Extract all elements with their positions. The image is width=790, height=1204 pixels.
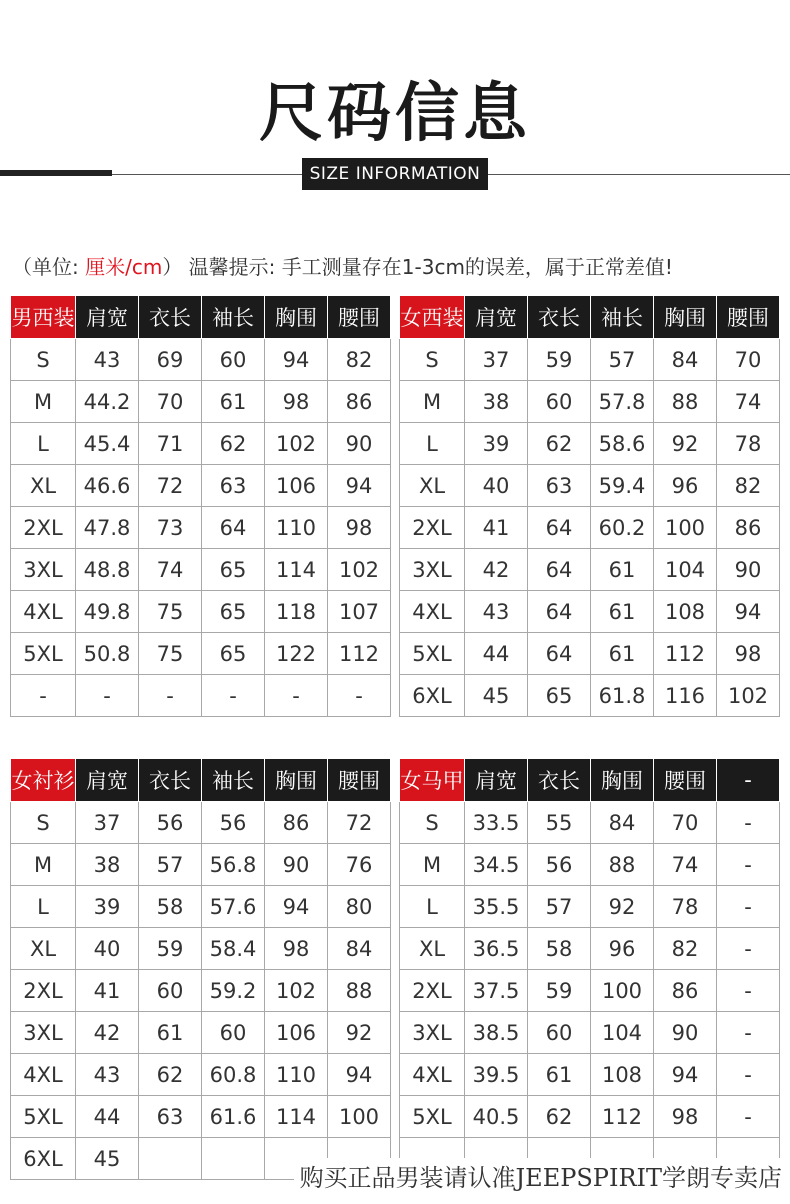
measurement-cell: 108 bbox=[654, 591, 717, 633]
measurement-cell: 90 bbox=[328, 423, 391, 465]
footer-store-note: 购买正品男装请认准JEEPSPIRIT学朗专卖店 bbox=[294, 1158, 782, 1193]
measurement-cell: 110 bbox=[265, 1054, 328, 1096]
measurement-cell: 58.4 bbox=[202, 928, 265, 970]
table-row bbox=[400, 1012, 780, 1054]
measurement-cell: 64 bbox=[202, 507, 265, 549]
table-row bbox=[11, 633, 391, 675]
measurement-cell: 63 bbox=[202, 465, 265, 507]
measurement-cell: 88 bbox=[591, 844, 654, 886]
unit-notice-open: （单位: bbox=[12, 255, 86, 279]
table-row bbox=[400, 549, 780, 591]
size-label-cell: 4XL bbox=[11, 591, 76, 633]
table-header-row bbox=[400, 296, 780, 339]
size-label-cell: 4XL bbox=[400, 1054, 465, 1096]
table-row bbox=[11, 507, 391, 549]
measurement-cell: 94 bbox=[265, 339, 328, 381]
size-label-cell: 5XL bbox=[11, 1096, 76, 1138]
measurement-cell: 75 bbox=[139, 633, 202, 675]
measurement-cell: - bbox=[717, 802, 780, 844]
measurement-cell: 100 bbox=[591, 970, 654, 1012]
measurement-cell: 47.8 bbox=[76, 507, 139, 549]
measurement-cell bbox=[202, 1138, 265, 1180]
measurement-cell: - bbox=[717, 1054, 780, 1096]
measurement-cell: 59.4 bbox=[591, 465, 654, 507]
size-label-cell: L bbox=[400, 886, 465, 928]
measurement-cell: 57.8 bbox=[591, 381, 654, 423]
table-row bbox=[400, 591, 780, 633]
measurement-cell: 62 bbox=[202, 423, 265, 465]
measurement-cell: 94 bbox=[328, 1054, 391, 1096]
measurement-cell: 35.5 bbox=[465, 886, 528, 928]
measurement-cell: 98 bbox=[265, 381, 328, 423]
measurement-cell: 86 bbox=[265, 802, 328, 844]
size-label-cell: M bbox=[11, 844, 76, 886]
measurement-cell: 80 bbox=[328, 886, 391, 928]
measurement-cell: 104 bbox=[591, 1012, 654, 1054]
measurement-cell: 56 bbox=[202, 802, 265, 844]
measurement-cell: 61 bbox=[202, 381, 265, 423]
measurement-cell: 94 bbox=[328, 465, 391, 507]
size-label-cell: 6XL bbox=[400, 675, 465, 717]
measurement-cell: 82 bbox=[328, 339, 391, 381]
measurement-cell: 37 bbox=[76, 802, 139, 844]
table-row bbox=[11, 844, 391, 886]
category-header: 男西装 bbox=[11, 296, 76, 339]
table-row bbox=[11, 1096, 391, 1138]
measurement-cell: 98 bbox=[328, 507, 391, 549]
measurement-cell: 39 bbox=[76, 886, 139, 928]
measurement-cell: 102 bbox=[265, 970, 328, 1012]
header-divider-line-right bbox=[488, 174, 790, 175]
size-label-cell: 4XL bbox=[400, 591, 465, 633]
measurement-cell: - bbox=[717, 1012, 780, 1054]
column-header: 腰围 bbox=[654, 759, 717, 802]
size-label-cell: 3XL bbox=[11, 1012, 76, 1054]
table-row bbox=[400, 507, 780, 549]
measurement-cell: 42 bbox=[76, 1012, 139, 1054]
measurement-cell: 63 bbox=[139, 1096, 202, 1138]
womens-shirt-size-table bbox=[10, 758, 391, 1180]
measurement-cell: 64 bbox=[528, 549, 591, 591]
measurement-cell: 38 bbox=[465, 381, 528, 423]
measurement-cell: 102 bbox=[328, 549, 391, 591]
measurement-cell: 49.8 bbox=[76, 591, 139, 633]
measurement-cell: 40 bbox=[76, 928, 139, 970]
measurement-cell: 84 bbox=[591, 802, 654, 844]
measurement-cell: 38.5 bbox=[465, 1012, 528, 1054]
measurement-cell: 104 bbox=[654, 549, 717, 591]
measurement-cell: 50.8 bbox=[76, 633, 139, 675]
measurement-cell: - bbox=[202, 675, 265, 717]
measurement-cell: 78 bbox=[717, 423, 780, 465]
measurement-cell: 61 bbox=[139, 1012, 202, 1054]
measurement-cell: 88 bbox=[654, 381, 717, 423]
measurement-cell: - bbox=[265, 675, 328, 717]
size-label-cell: XL bbox=[11, 928, 76, 970]
measurement-cell: 90 bbox=[265, 844, 328, 886]
table-header-row bbox=[11, 296, 391, 339]
measurement-cell: 94 bbox=[717, 591, 780, 633]
column-header: 胸围 bbox=[265, 759, 328, 802]
size-label-cell: 2XL bbox=[11, 970, 76, 1012]
measurement-cell: 92 bbox=[328, 1012, 391, 1054]
measurement-cell: 45.4 bbox=[76, 423, 139, 465]
size-label-cell: 2XL bbox=[11, 507, 76, 549]
measurement-cell: 63 bbox=[528, 465, 591, 507]
measurement-cell: 65 bbox=[202, 591, 265, 633]
measurement-cell: 65 bbox=[202, 549, 265, 591]
measurement-cell: 106 bbox=[265, 465, 328, 507]
size-label-cell: S bbox=[400, 339, 465, 381]
table-row bbox=[11, 970, 391, 1012]
measurement-cell: 76 bbox=[328, 844, 391, 886]
size-information-badge: SIZE INFORMATION bbox=[302, 158, 488, 190]
header-divider-bar bbox=[0, 170, 112, 176]
column-header: 腰围 bbox=[328, 759, 391, 802]
measurement-cell: 102 bbox=[265, 423, 328, 465]
size-label-cell: M bbox=[11, 381, 76, 423]
mens-suit-size-table bbox=[10, 295, 391, 717]
size-label-cell: 3XL bbox=[400, 1012, 465, 1054]
table-header-row bbox=[400, 759, 780, 802]
measurement-cell: 58.6 bbox=[591, 423, 654, 465]
table-row bbox=[11, 591, 391, 633]
measurement-cell: - bbox=[328, 675, 391, 717]
measurement-cell: 73 bbox=[139, 507, 202, 549]
measurement-cell: 40.5 bbox=[465, 1096, 528, 1138]
measurement-cell: 34.5 bbox=[465, 844, 528, 886]
measurement-cell: 46.6 bbox=[76, 465, 139, 507]
measurement-cell: 65 bbox=[202, 633, 265, 675]
measurement-cell: 88 bbox=[328, 970, 391, 1012]
measurement-cell: 42 bbox=[465, 549, 528, 591]
measurement-cell: 56.8 bbox=[202, 844, 265, 886]
size-label-cell: S bbox=[400, 802, 465, 844]
table-row bbox=[11, 549, 391, 591]
measurement-cell: 96 bbox=[654, 465, 717, 507]
table-row bbox=[11, 675, 391, 717]
size-label-cell: S bbox=[11, 339, 76, 381]
column-header: 腰围 bbox=[328, 296, 391, 339]
table-row bbox=[400, 675, 780, 717]
measurement-cell: 41 bbox=[76, 970, 139, 1012]
table-row bbox=[11, 381, 391, 423]
size-label-cell: XL bbox=[400, 928, 465, 970]
measurement-cell: 62 bbox=[139, 1054, 202, 1096]
page-title: 尺码信息 bbox=[259, 77, 531, 151]
table-row bbox=[400, 844, 780, 886]
measurement-cell: 61 bbox=[591, 549, 654, 591]
column-header: 袖长 bbox=[202, 759, 265, 802]
measurement-cell: 40 bbox=[465, 465, 528, 507]
table-row bbox=[11, 423, 391, 465]
table-header-row bbox=[11, 759, 391, 802]
size-label-cell: 5XL bbox=[400, 633, 465, 675]
measurement-cell: 72 bbox=[139, 465, 202, 507]
measurement-cell: 60 bbox=[202, 1012, 265, 1054]
measurement-cell: 41 bbox=[465, 507, 528, 549]
measurement-cell: 43 bbox=[76, 339, 139, 381]
measurement-cell: 92 bbox=[591, 886, 654, 928]
category-header: 女马甲 bbox=[400, 759, 465, 802]
measurement-cell: 57 bbox=[591, 339, 654, 381]
measurement-cell: 59 bbox=[528, 339, 591, 381]
table-row bbox=[400, 465, 780, 507]
womens-suit-size-table bbox=[399, 295, 780, 717]
column-header: 袖长 bbox=[202, 296, 265, 339]
table-row bbox=[11, 1054, 391, 1096]
measurement-cell: 44 bbox=[76, 1096, 139, 1138]
table-row bbox=[11, 465, 391, 507]
measurement-cell: 107 bbox=[328, 591, 391, 633]
measurement-cell: 94 bbox=[654, 1054, 717, 1096]
measurement-cell: 39 bbox=[465, 423, 528, 465]
measurement-cell: 38 bbox=[76, 844, 139, 886]
measurement-cell: 112 bbox=[591, 1096, 654, 1138]
unit-notice-unit: 厘米/cm bbox=[85, 255, 163, 279]
measurement-cell: 64 bbox=[528, 633, 591, 675]
measurement-cell: - bbox=[139, 675, 202, 717]
measurement-cell: 69 bbox=[139, 339, 202, 381]
measurement-cell: 43 bbox=[465, 591, 528, 633]
measurement-cell: 39.5 bbox=[465, 1054, 528, 1096]
measurement-cell: 86 bbox=[717, 507, 780, 549]
measurement-cell: 61 bbox=[591, 633, 654, 675]
column-header: 袖长 bbox=[591, 296, 654, 339]
measurement-cell: 37 bbox=[465, 339, 528, 381]
measurement-cell: 70 bbox=[654, 802, 717, 844]
measurement-cell: 70 bbox=[717, 339, 780, 381]
measurement-cell: 112 bbox=[328, 633, 391, 675]
size-label-cell: - bbox=[11, 675, 76, 717]
table-row bbox=[400, 423, 780, 465]
column-header: 肩宽 bbox=[465, 759, 528, 802]
measurement-cell: 60 bbox=[139, 970, 202, 1012]
measurement-cell: 60 bbox=[528, 381, 591, 423]
column-header: 衣长 bbox=[139, 296, 202, 339]
measurement-cell: 110 bbox=[265, 507, 328, 549]
measurement-cell: 75 bbox=[139, 591, 202, 633]
measurement-cell: 60.2 bbox=[591, 507, 654, 549]
measurement-cell: 82 bbox=[654, 928, 717, 970]
measurement-cell: 108 bbox=[591, 1054, 654, 1096]
table-row bbox=[11, 339, 391, 381]
measurement-cell: 100 bbox=[654, 507, 717, 549]
measurement-cell: 64 bbox=[528, 591, 591, 633]
measurement-cell: - bbox=[717, 1096, 780, 1138]
unit-notice bbox=[12, 251, 673, 280]
measurement-cell: 86 bbox=[654, 970, 717, 1012]
measurement-cell: 60.8 bbox=[202, 1054, 265, 1096]
size-label-cell: 4XL bbox=[11, 1054, 76, 1096]
column-header: 衣长 bbox=[139, 759, 202, 802]
measurement-cell: 37.5 bbox=[465, 970, 528, 1012]
measurement-cell: 90 bbox=[654, 1012, 717, 1054]
table-row bbox=[400, 928, 780, 970]
column-header: 胸围 bbox=[591, 759, 654, 802]
size-label-cell: L bbox=[400, 423, 465, 465]
measurement-cell: 74 bbox=[654, 844, 717, 886]
measurement-cell: 59.2 bbox=[202, 970, 265, 1012]
size-label-cell: L bbox=[11, 423, 76, 465]
measurement-cell: 102 bbox=[717, 675, 780, 717]
measurement-cell: 122 bbox=[265, 633, 328, 675]
measurement-cell: 118 bbox=[265, 591, 328, 633]
measurement-cell: 61.8 bbox=[591, 675, 654, 717]
measurement-cell: 62 bbox=[528, 423, 591, 465]
measurement-cell: 112 bbox=[654, 633, 717, 675]
measurement-cell: 60 bbox=[528, 1012, 591, 1054]
measurement-cell: 57.6 bbox=[202, 886, 265, 928]
measurement-cell: 96 bbox=[591, 928, 654, 970]
measurement-cell: 74 bbox=[139, 549, 202, 591]
size-label-cell: M bbox=[400, 844, 465, 886]
measurement-cell: 100 bbox=[328, 1096, 391, 1138]
size-label-cell: 3XL bbox=[11, 549, 76, 591]
measurement-cell: 57 bbox=[139, 844, 202, 886]
measurement-cell: 116 bbox=[654, 675, 717, 717]
column-header: 肩宽 bbox=[76, 296, 139, 339]
measurement-cell: 98 bbox=[265, 928, 328, 970]
measurement-cell: 58 bbox=[528, 928, 591, 970]
table-row bbox=[11, 886, 391, 928]
measurement-cell: 71 bbox=[139, 423, 202, 465]
column-header: 胸围 bbox=[265, 296, 328, 339]
measurement-cell: 64 bbox=[528, 507, 591, 549]
measurement-cell: 58 bbox=[139, 886, 202, 928]
column-header: 胸围 bbox=[654, 296, 717, 339]
measurement-cell: 60 bbox=[202, 339, 265, 381]
measurement-cell: - bbox=[717, 928, 780, 970]
measurement-cell: - bbox=[76, 675, 139, 717]
womens-vest-size-table bbox=[399, 758, 780, 1180]
measurement-cell: 61 bbox=[528, 1054, 591, 1096]
column-header: 衣长 bbox=[528, 759, 591, 802]
category-header: 女西装 bbox=[400, 296, 465, 339]
table-row bbox=[400, 1096, 780, 1138]
size-label-cell: M bbox=[400, 381, 465, 423]
measurement-cell: 98 bbox=[654, 1096, 717, 1138]
measurement-cell: 59 bbox=[139, 928, 202, 970]
measurement-cell: 33.5 bbox=[465, 802, 528, 844]
measurement-cell: - bbox=[717, 970, 780, 1012]
size-label-cell: 2XL bbox=[400, 507, 465, 549]
measurement-cell: 114 bbox=[265, 549, 328, 591]
table-row bbox=[400, 802, 780, 844]
measurement-cell: 48.8 bbox=[76, 549, 139, 591]
table-row bbox=[400, 633, 780, 675]
measurement-cell: 114 bbox=[265, 1096, 328, 1138]
table-row bbox=[400, 1054, 780, 1096]
measurement-cell: 44.2 bbox=[76, 381, 139, 423]
category-header: 女衬衫 bbox=[11, 759, 76, 802]
measurement-cell: 56 bbox=[528, 844, 591, 886]
size-label-cell: XL bbox=[400, 465, 465, 507]
measurement-cell: 59 bbox=[528, 970, 591, 1012]
table-row bbox=[11, 928, 391, 970]
header-divider-line-left bbox=[112, 174, 302, 175]
measurement-cell: 84 bbox=[328, 928, 391, 970]
measurement-cell: - bbox=[717, 844, 780, 886]
measurement-cell: 98 bbox=[717, 633, 780, 675]
measurement-cell: 44 bbox=[465, 633, 528, 675]
measurement-cell: 62 bbox=[528, 1096, 591, 1138]
column-header: 肩宽 bbox=[76, 759, 139, 802]
measurement-cell: 61 bbox=[591, 591, 654, 633]
size-label-cell: S bbox=[11, 802, 76, 844]
size-label-cell: 5XL bbox=[400, 1096, 465, 1138]
size-label-cell: 2XL bbox=[400, 970, 465, 1012]
size-label-cell: 3XL bbox=[400, 549, 465, 591]
measurement-cell: 72 bbox=[328, 802, 391, 844]
measurement-cell: - bbox=[717, 886, 780, 928]
measurement-cell: 36.5 bbox=[465, 928, 528, 970]
measurement-cell: 84 bbox=[654, 339, 717, 381]
size-label-cell: XL bbox=[11, 465, 76, 507]
measurement-cell: 45 bbox=[465, 675, 528, 717]
size-label-cell: 5XL bbox=[11, 633, 76, 675]
measurement-cell: 57 bbox=[528, 886, 591, 928]
unit-notice-rest: ） 温馨提示: 手工测量存在1-3cm的误差，属于正常差值! bbox=[162, 255, 673, 279]
measurement-cell bbox=[139, 1138, 202, 1180]
measurement-cell: 45 bbox=[76, 1138, 139, 1180]
measurement-cell: 86 bbox=[328, 381, 391, 423]
table-row bbox=[400, 339, 780, 381]
measurement-cell: 94 bbox=[265, 886, 328, 928]
measurement-cell: 61.6 bbox=[202, 1096, 265, 1138]
column-header: - bbox=[717, 759, 780, 802]
measurement-cell: 65 bbox=[528, 675, 591, 717]
table-row bbox=[11, 802, 391, 844]
measurement-cell: 74 bbox=[717, 381, 780, 423]
size-label-cell: 6XL bbox=[11, 1138, 76, 1180]
measurement-cell: 43 bbox=[76, 1054, 139, 1096]
table-row bbox=[400, 970, 780, 1012]
measurement-cell: 90 bbox=[717, 549, 780, 591]
column-header: 肩宽 bbox=[465, 296, 528, 339]
table-row bbox=[400, 886, 780, 928]
table-row bbox=[11, 1012, 391, 1054]
column-header: 衣长 bbox=[528, 296, 591, 339]
measurement-cell: 106 bbox=[265, 1012, 328, 1054]
measurement-cell: 78 bbox=[654, 886, 717, 928]
table-row bbox=[400, 381, 780, 423]
measurement-cell: 82 bbox=[717, 465, 780, 507]
measurement-cell: 70 bbox=[139, 381, 202, 423]
measurement-cell: 55 bbox=[528, 802, 591, 844]
size-label-cell: L bbox=[11, 886, 76, 928]
measurement-cell: 92 bbox=[654, 423, 717, 465]
measurement-cell: 56 bbox=[139, 802, 202, 844]
column-header: 腰围 bbox=[717, 296, 780, 339]
